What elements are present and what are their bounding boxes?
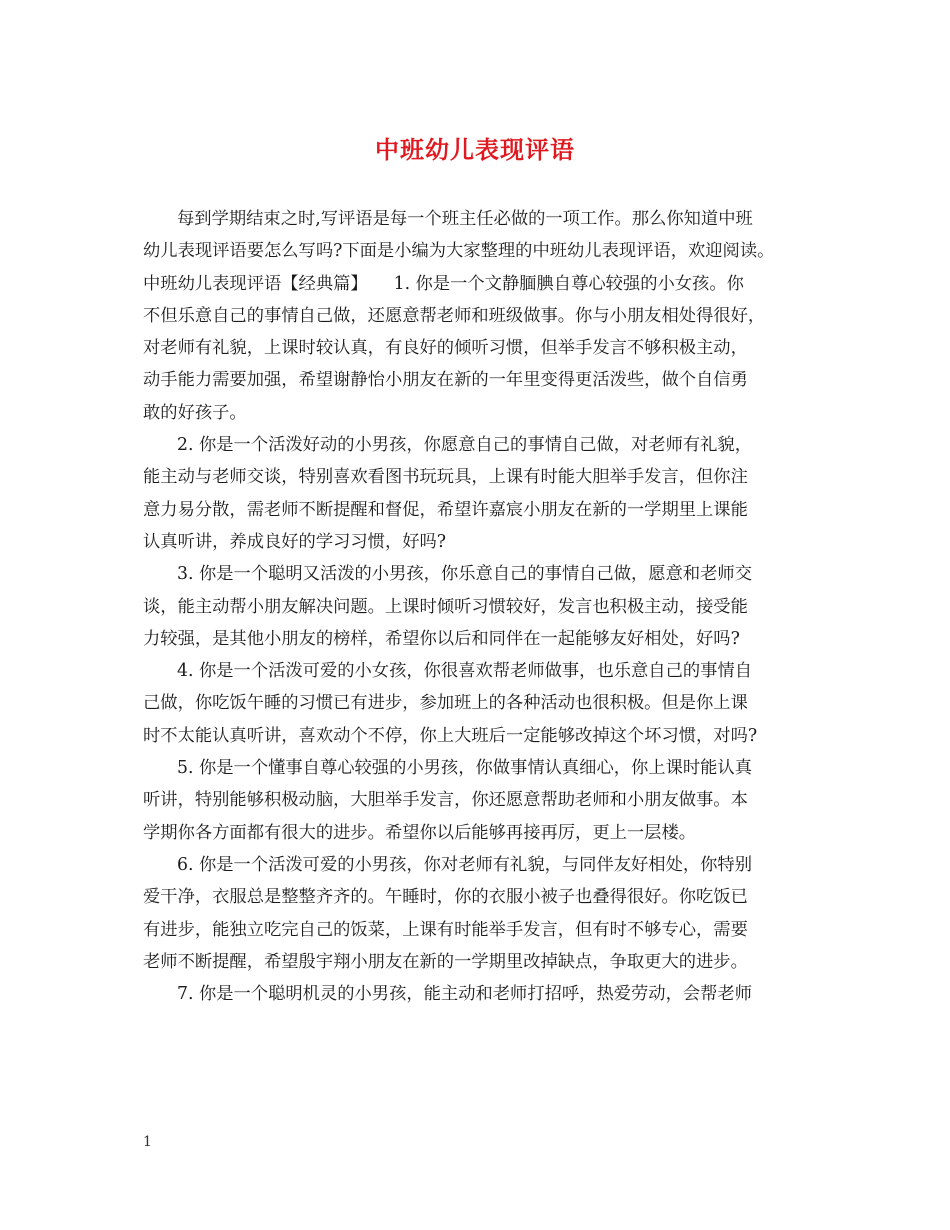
document-title: 中班幼儿表现评语 bbox=[375, 135, 575, 164]
body-line: 7. 你是一个聪明机灵的小男孩，能主动和老师打招呼，热爱劳动，会帮老师 bbox=[177, 984, 752, 1005]
body-line: 老师不断提醒，希望殷宇翔小朋友在新的一学期里改掉缺点，争取更大的进步。 bbox=[143, 951, 748, 972]
body-line: 对老师有礼貌，上课时较认真，有良好的倾听习惯，但举手发言不够积极主动， bbox=[143, 338, 748, 359]
body-line: 爱干净，衣服总是整整齐齐的。午睡时，你的衣服小被子也叠得很好。你吃饭已 bbox=[143, 887, 748, 908]
body-line: 5. 你是一个懂事自尊心较强的小男孩，你做事情认真细心，你上课时能认真 bbox=[177, 758, 752, 779]
body-line: 中班幼儿表现评语【经典篇】 1. 你是一个文静腼腆自尊心较强的小女孩。你 bbox=[143, 273, 744, 294]
body-line: 力较强，是其他小朋友的榜样，希望你以后和同伴在一起能够友好相处，好吗? bbox=[143, 628, 740, 649]
body-line: 能主动与老师交谈，特别喜欢看图书玩玩具，上课有时能大胆举手发言，但你注 bbox=[143, 467, 748, 488]
body-line: 敢的好孩子。 bbox=[143, 402, 247, 423]
body-line: 谈，能主动帮小朋友解决问题。上课时倾听习惯较好，发言也积极主动，接受能 bbox=[143, 596, 748, 617]
document-body bbox=[143, 203, 813, 1010]
page-number: 1 bbox=[143, 1134, 152, 1150]
body-line: 有进步，能独立吃完自己的饭菜，上课有时能举手发言，但有时不够专心，需要 bbox=[143, 919, 748, 940]
body-line: 幼儿表现评语要怎么写吗?下面是小编为大家整理的中班幼儿表现评语，欢迎阅读。 bbox=[143, 241, 775, 262]
body-line: 动手能力需要加强，希望谢静怡小朋友在新的一年里变得更活泼些，做个自信勇 bbox=[143, 370, 748, 391]
body-line: 意力易分散，需老师不断提醒和督促，希望许嘉宸小朋友在新的一学期里上课能 bbox=[143, 499, 748, 520]
body-line: 听讲，特别能够积极动脑，大胆举手发言，你还愿意帮助老师和小朋友做事。本 bbox=[143, 790, 748, 811]
body-line: 2. 你是一个活泼好动的小男孩，你愿意自己的事情自己做，对老师有礼貌， bbox=[177, 435, 752, 456]
body-line: 时不太能认真听讲，喜欢动个不停，你上大班后一定能够改掉这个坏习惯，对吗? bbox=[143, 725, 758, 746]
body-line: 学期你各方面都有很大的进步。希望你以后能够再接再厉，更上一层楼。 bbox=[143, 822, 697, 843]
body-line: 4. 你是一个活泼可爱的小女孩，你很喜欢帮老师做事，也乐意自己的事情自 bbox=[177, 661, 752, 682]
body-line: 3. 你是一个聪明又活泼的小男孩，你乐意自己的事情自己做，愿意和老师交 bbox=[177, 564, 752, 585]
body-line: 6. 你是一个活泼可爱的小男孩，你对老师有礼貌，与同伴友好相处，你特别 bbox=[177, 854, 752, 875]
body-line: 己做，你吃饭午睡的习惯已有进步，参加班上的各种活动也很积极。但是你上课 bbox=[143, 693, 748, 714]
body-line: 认真听讲，养成良好的学习习惯，好吗? bbox=[143, 531, 447, 552]
body-line: 不但乐意自己的事情自己做，还愿意帮老师和班级做事。你与小朋友相处得很好， bbox=[143, 305, 766, 326]
body-line: 每到学期结束之时,写评语是每一个班主任必做的一项工作。那么你知道中班 bbox=[177, 209, 753, 229]
